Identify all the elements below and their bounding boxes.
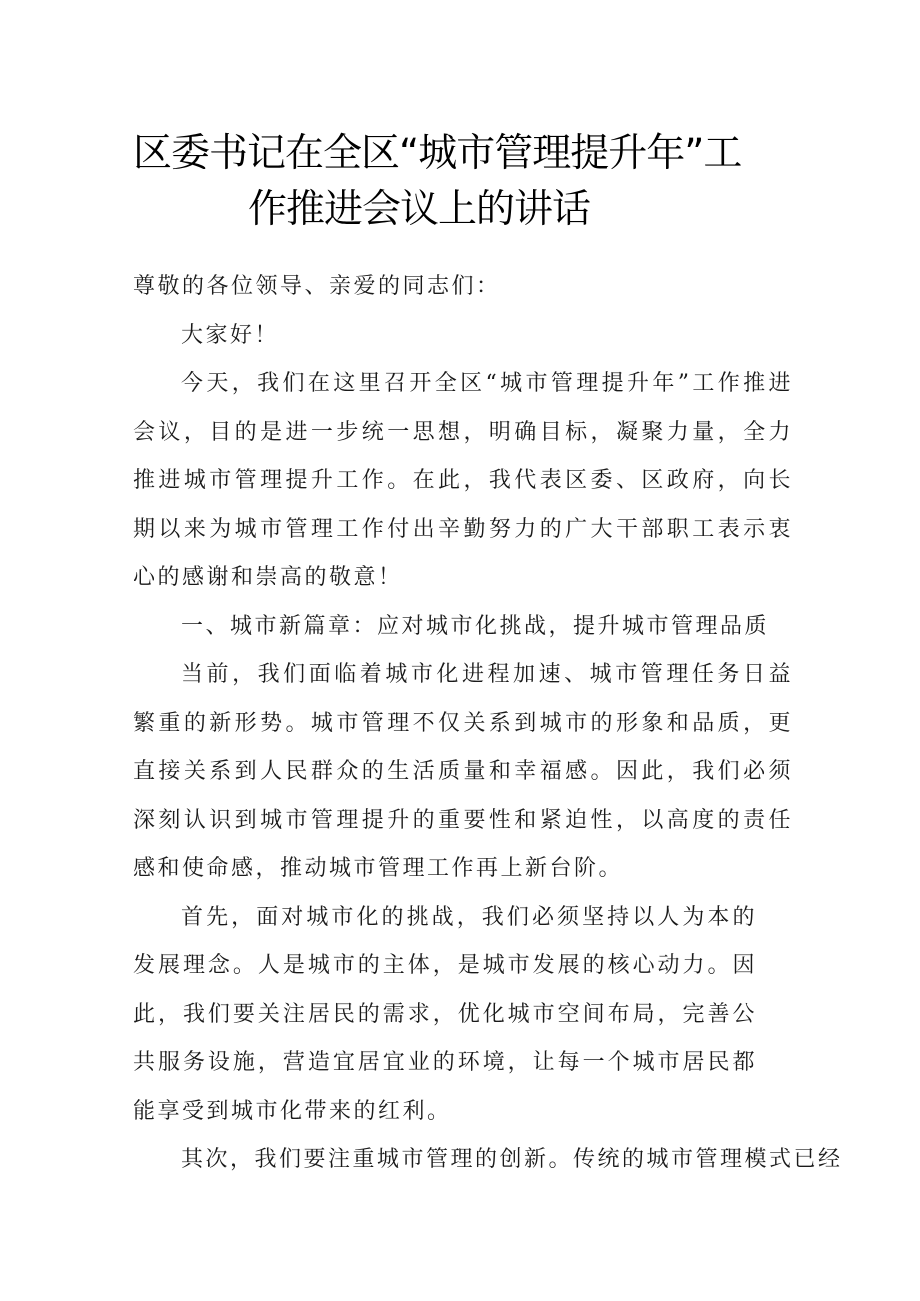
paragraph-second-point: 其次，我们要注重城市管理的创新。传统的城市管理模式已经 — [181, 1147, 843, 1172]
paragraph-first-point: 首先，面对城市化的挑战，我们必须坚持以人为本的发展理念。人是城市的主体，是城市发展的核心动力。因此，我们要关注居民的需求，优化城市空间布局，完善公共服务设施，营造宜居宜业的环境，让每一个城市居民都能享受到城市化带来的红利。 — [133, 904, 757, 1124]
paragraph-opening: 今天，我们在这里召开全区“城市管理提升年”工作推进会议，目的是进一步统一思想，明确目标，凝聚力量，全力推进城市管理提升工作。在此，我代表区委、区政府，向长期以来为城市管理工作付出辛勤努力的广大干部职工表示衷心的感谢和崇高的敬意！ — [133, 371, 793, 590]
salutation: 尊敬的各位领导、亲爱的同志们： — [133, 274, 501, 299]
document-body — [133, 263, 843, 1185]
paragraph-situation: 当前，我们面临着城市化进程加速、城市管理任务日益繁重的新形势。城市管理不仅关系到城市的形象和品质，更直接关系到人民群众的生活质量和幸福感。因此，我们必须深刻认识到城市管理提升的重要性和紧迫性，以高度的责任感和使命感，推动城市管理工作再上新台阶。 — [133, 662, 793, 881]
document-title — [100, 126, 820, 238]
section-heading-1: 一、城市新篇章：应对城市化挑战，提升城市管理品质 — [181, 613, 770, 639]
title-line-1: 区委书记在全区“城市管理提升年”工 — [133, 131, 742, 176]
title-line-2: 作推进会议上的讲话 — [248, 187, 591, 232]
greeting: 大家好！ — [181, 322, 280, 348]
